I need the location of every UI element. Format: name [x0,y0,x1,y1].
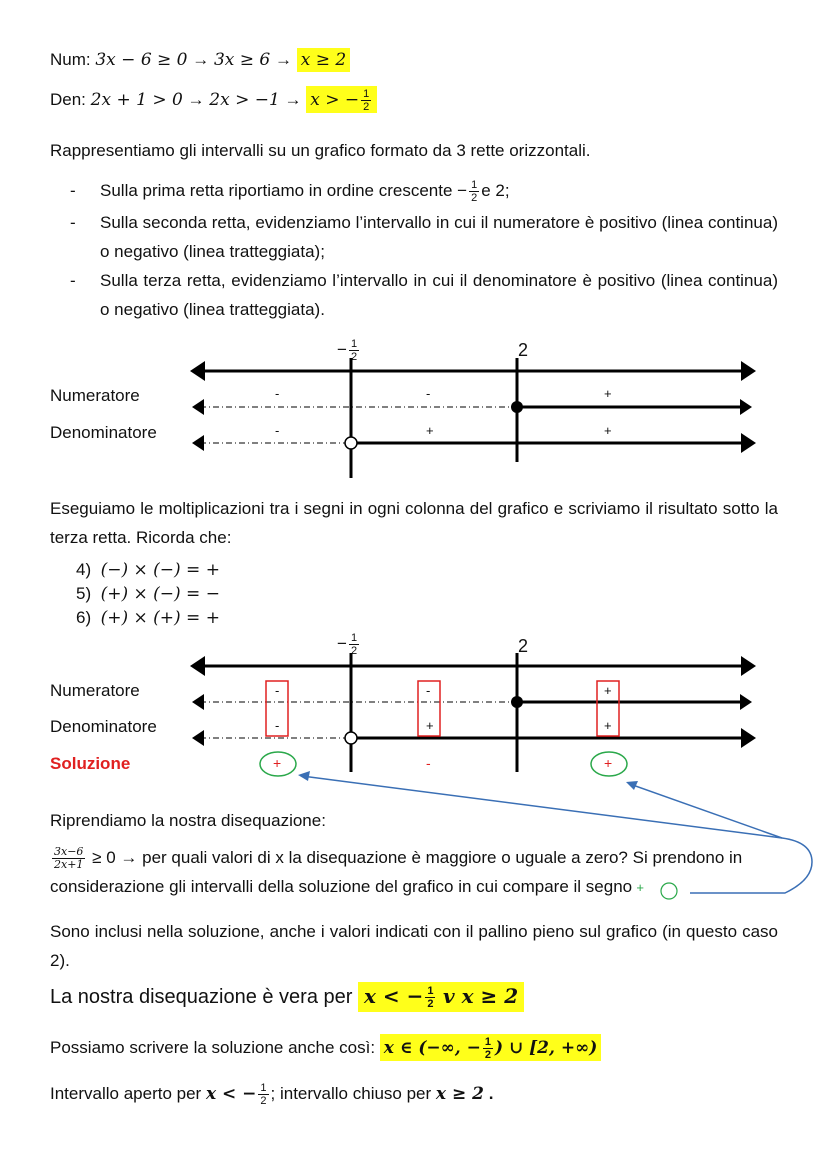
chart2-den-sign-2: + [426,718,434,733]
inclusi-text: Sono inclusi nella soluzione, anche i valori indicati con il pallino pieno sul grafico (in questo caso 2). [50,922,778,970]
chart2-den-open-dot [345,732,357,744]
den-result: x > − $\frac{1}{2}$ [306,86,377,113]
chart2-box-col2 [418,681,440,736]
chart2-minus-half-label: − $\frac{1}{2}$ [337,632,358,657]
chart2-axis-arrow-left [190,656,205,676]
chart1-num-sign-2: - [426,386,431,401]
chart2-sol-sign-3: + [604,755,613,771]
num-equation: Num: 3x − 6 ≥ 0 → 3x ≥ 6 → x ≥ 2 [50,50,350,70]
chart2-sol-sign-1: + [273,755,282,771]
chart1-label-denominatore: Denominatore [50,423,157,442]
chart2-box-col1 [266,681,288,736]
inequality-line-2: considerazione gli intervalli della soluzione del grafico in cui compare il segno + [50,877,644,896]
chart1-num-arrow-right [740,399,752,415]
chart2-axis-arrow-right [741,656,756,676]
chart2-num-filled-dot [511,696,523,708]
rule-5: 5) (+) × (−) = − [76,584,220,604]
text-plus-circle [661,883,677,899]
para-moltiplicazioni: Eseguiamo le moltiplicazioni tra i segni in ogni colonna del grafico e scriviamo il risultato sotto la terza retta. Ricorda che: [50,499,778,547]
chart2-num-sign-1: - [275,683,280,698]
chart1-den-sign-3: + [604,423,612,438]
den-equation: Den: 2x + 1 > 0 → 2x > −1 → x > − $\frac{1}{2}$ [50,88,377,113]
chart1-num-filled-dot [511,401,523,413]
chart2-label-soluzione: Soluzione [50,754,131,773]
bullet-1: - Sulla prima retta riportiamo in ordine crescente − $\frac{1}{2}$ e 2; [70,179,510,205]
bullet-2: - Sulla seconda retta, evidenziamo l’intervallo in cui il numeratore è positivo (linea continua) o negativo (linea tratteggiata); [70,213,778,261]
num-result: x ≥ 2 [297,48,350,72]
chart1-den-arrow-right [741,433,756,453]
chart2-num-arrow-right [740,694,752,710]
vera-line: La nostra disequazione è vera per x < − $\frac{1}{2}$ v x ≥ 2 [50,984,524,1010]
chart1-axis-arrow-left [190,361,205,381]
rule-4: 4) (−) × (−) = + [76,560,220,580]
chart2-num-sign-2: - [426,683,431,698]
chart1-minus-half-label: − $\frac{1}{2}$ [337,338,358,363]
chart1-den-open-dot [345,437,357,449]
chart2-label-denominatore: Denominatore [50,717,157,736]
intervallo-line: Intervallo aperto per x < − $\frac{1}{2}$ ; intervallo chiuso per x ≥ 2 . [50,1082,494,1107]
chart2-den-sign-1: - [275,718,280,733]
riprendiamo-text: Riprendiamo la nostra disequazione: [50,811,326,830]
chart1-den-sign-1: - [275,423,280,438]
chart2-sol-circle-1 [260,752,296,776]
chart1-label-numeratore: Numeratore [50,386,140,405]
chart2-num-arrow-left [192,694,204,710]
chart2-den-arrow-left [192,730,204,746]
chart1-axis-arrow-right [741,361,756,381]
chart1-den-sign-2: + [426,423,434,438]
chart1-den-arrow-left [192,435,204,451]
chart2-sol-circle-3 [591,752,627,776]
inequality-line: $\frac{3x-6}{2x+1}$ ≥ 0 → per quali valori di x la disequazione è maggiore o uguale a zero? Si prendono in [54,845,743,872]
rule-6: 6) (+) × (+) = + [76,608,220,628]
chart1-two-label: 2 [518,340,529,360]
intro-text: Rappresentiamo gli intervalli su un grafico formato da 3 rette orizzontali. [50,141,591,160]
chart1-num-sign-1: - [275,386,280,401]
bullet-3: - Sulla terza retta, evidenziamo l’intervallo in cui il denominatore è positivo (linea continua) o negativo (linea tratteggiata). [70,271,778,319]
chart2-den-sign-3: + [604,718,612,733]
scrivere-line: Possiamo scrivere la soluzione anche così: x ∈ (−∞, − $\frac{1}{2}$ ) ∪ [2, +∞) [50,1036,601,1061]
chart2-label-numeratore: Numeratore [50,681,140,700]
chart2-num-sign-3: + [604,683,612,698]
chart2-den-arrow-right [741,728,756,748]
chart2-two-label: 2 [518,636,529,656]
chart1-num-sign-3: + [604,386,612,401]
chart1-num-arrow-left [192,399,204,415]
chart2-sol-sign-2: - [426,755,431,771]
chart2-box-col3 [597,681,619,736]
